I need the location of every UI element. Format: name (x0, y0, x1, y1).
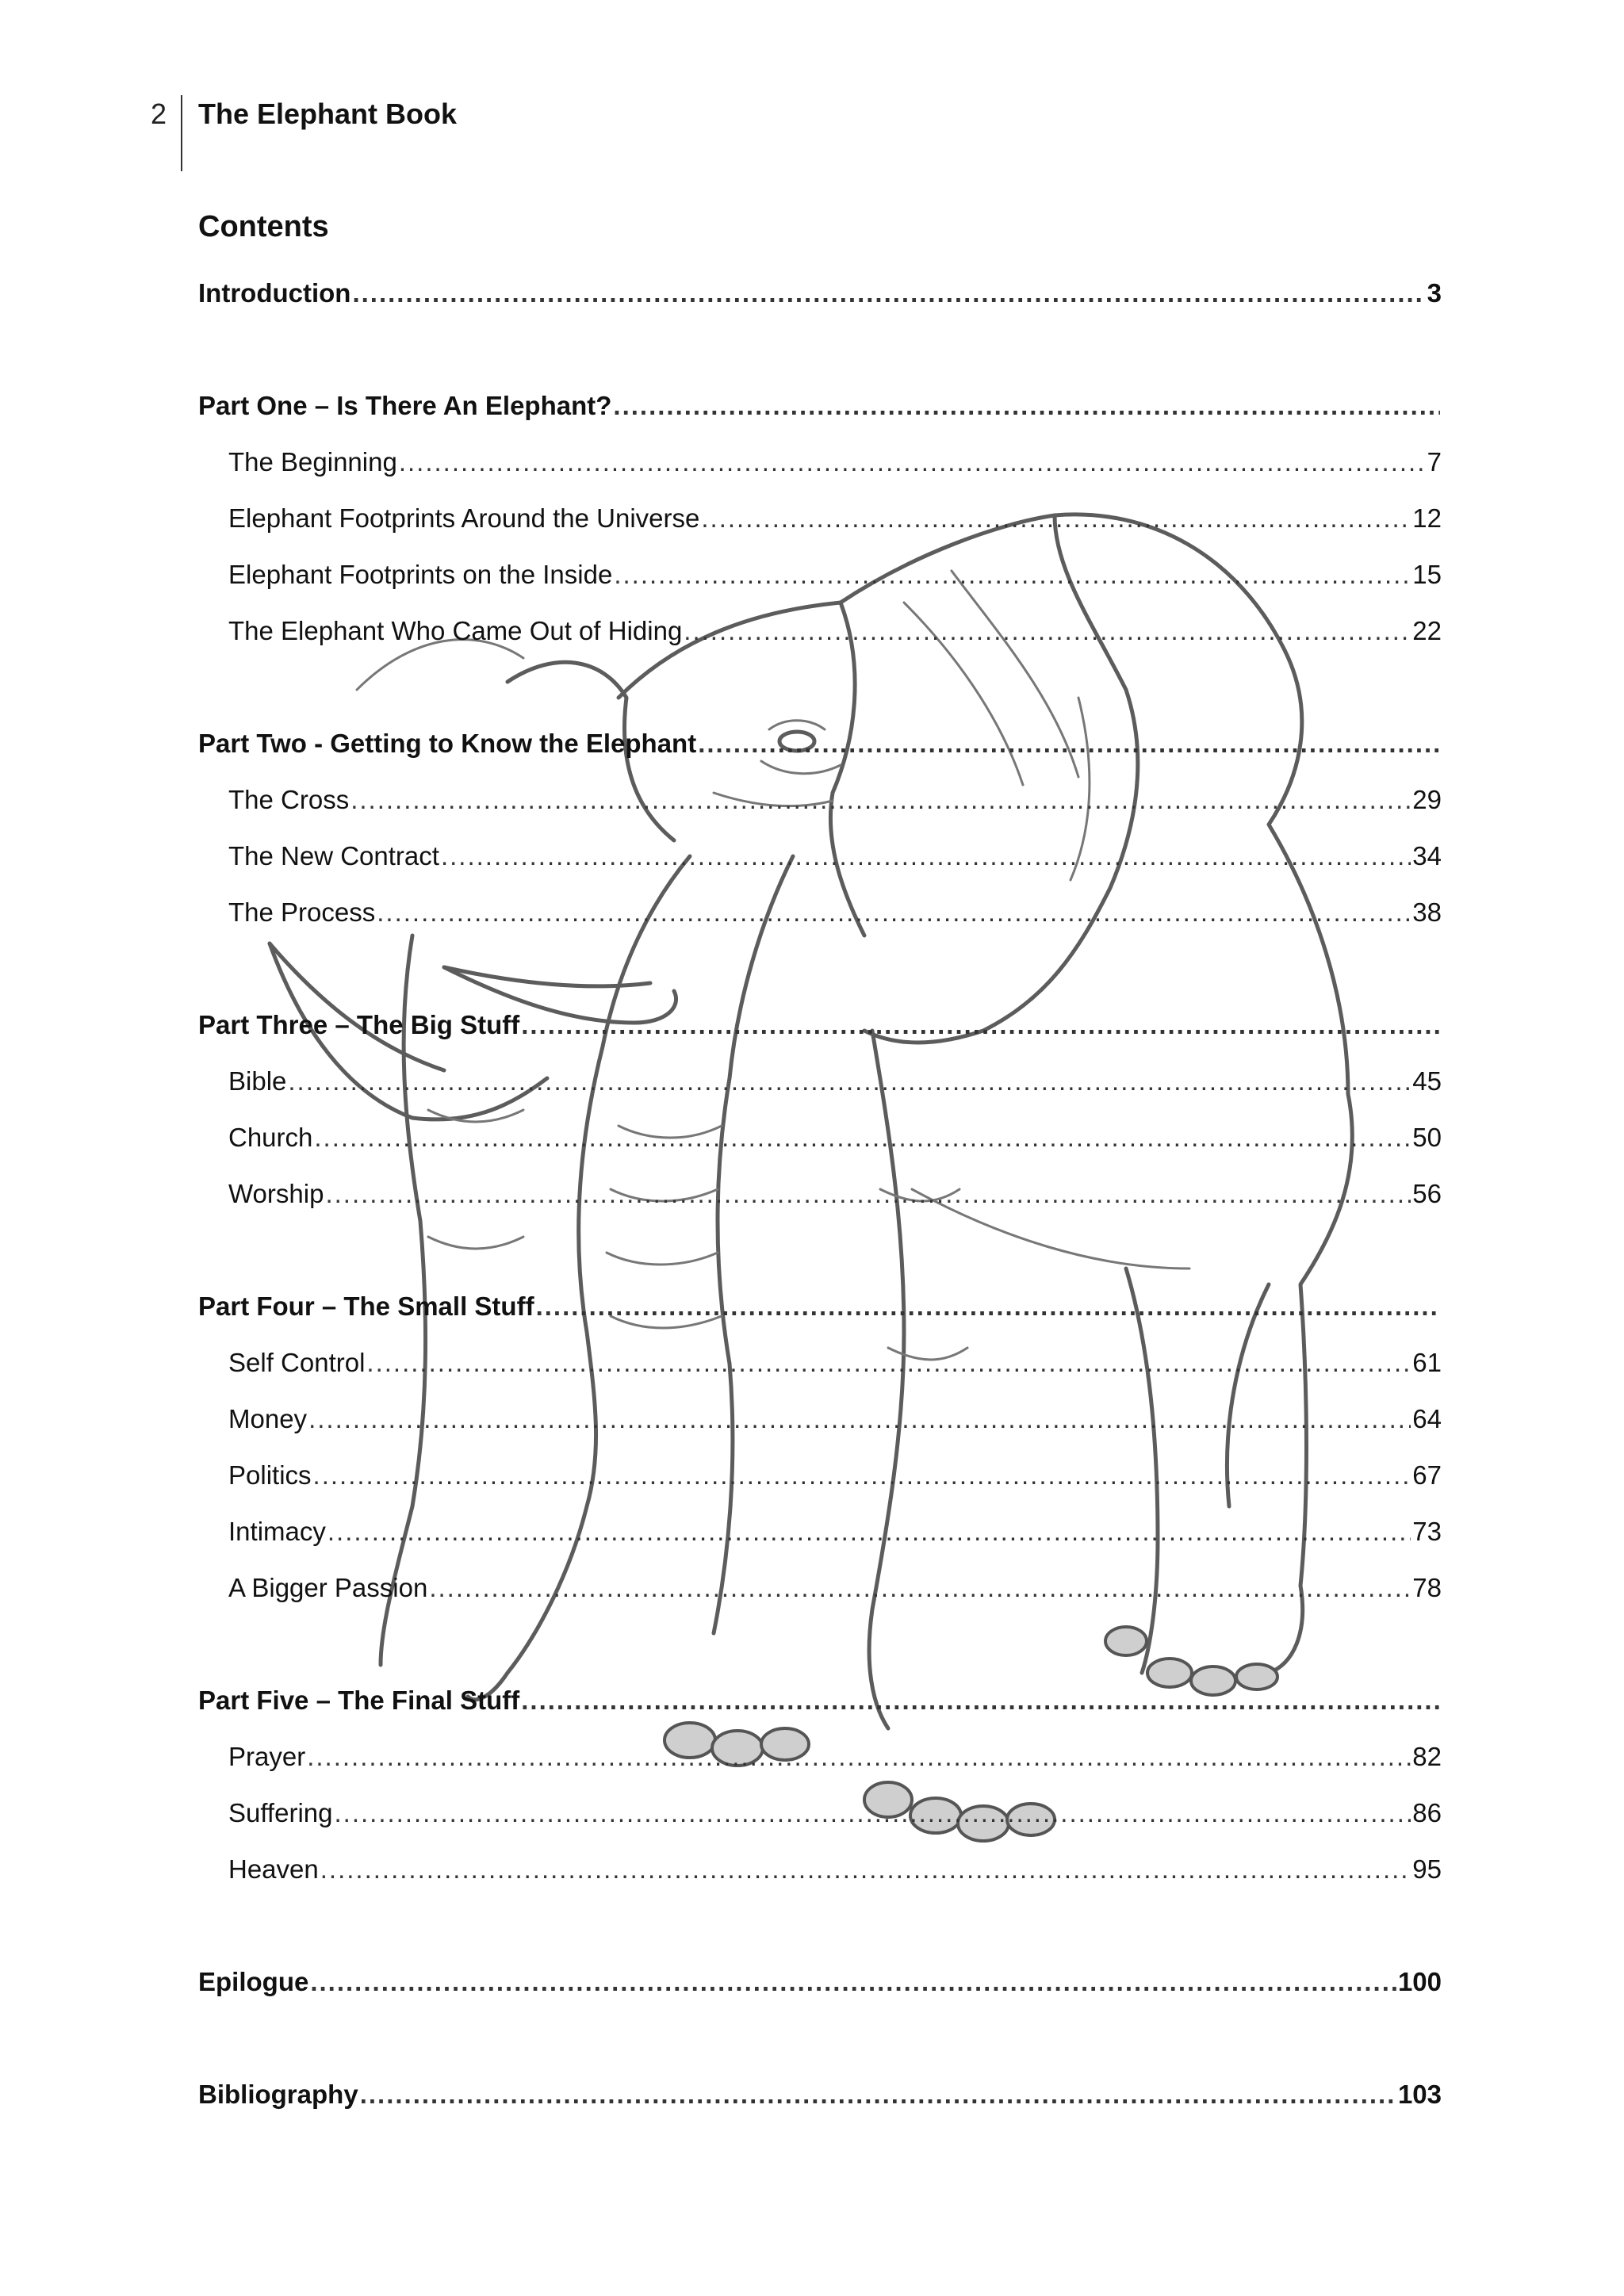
dot-leader (521, 1008, 1440, 1043)
header-divider (181, 95, 182, 171)
toc-entry-page: 12 (1412, 503, 1442, 533)
contents-heading: Contents (198, 210, 329, 243)
toc-entry-page: 7 (1427, 447, 1442, 476)
toc-entry-label: Epilogue (198, 1967, 309, 1996)
toc-entry-page: 78 (1412, 1573, 1442, 1602)
dot-leader (684, 614, 1411, 649)
toc-entry-page: 29 (1412, 785, 1442, 814)
toc-part-one[interactable] (198, 388, 1442, 445)
toc-entry-label: The Elephant Who Came Out of Hiding (228, 616, 683, 645)
dot-leader (613, 388, 1440, 423)
toc-entry[interactable] (198, 1402, 1442, 1458)
toc-entry[interactable] (198, 1458, 1442, 1514)
toc-entry[interactable] (198, 1739, 1442, 1796)
toc-entry-page: 45 (1412, 1066, 1442, 1096)
toc-entry-label: Elephant Footprints on the Inside (228, 560, 613, 589)
toc-entry-label: Part One – Is There An Elephant? (198, 391, 612, 420)
toc-entry-label: Intimacy (228, 1517, 326, 1546)
toc-entry[interactable] (198, 1064, 1442, 1120)
toc-entry-label: Church (228, 1123, 313, 1152)
toc-entry-page: 103 (1397, 2080, 1442, 2109)
toc-entry[interactable] (198, 783, 1442, 839)
toc-entry-label: Bibliography (198, 2080, 358, 2109)
dot-leader (288, 1064, 1411, 1099)
toc-entry-page: 73 (1412, 1517, 1442, 1546)
toc-entry-label: The New Contract (228, 841, 439, 871)
toc-entry-bibliography[interactable] (198, 2077, 1442, 2133)
toc-entry-label: Politics (228, 1460, 312, 1490)
toc-entry-label: Elephant Footprints Around the Universe (228, 503, 700, 533)
toc-entry-page: 61 (1412, 1348, 1442, 1377)
toc-entry-page: 50 (1412, 1123, 1442, 1152)
page-number: 2 (151, 98, 167, 130)
toc-entry-page: 95 (1412, 1854, 1442, 1884)
dot-leader (308, 1402, 1411, 1437)
toc-entry-label: The Beginning (228, 447, 397, 476)
dot-leader (536, 1289, 1440, 1324)
dot-leader (327, 1514, 1411, 1549)
dot-leader (698, 726, 1440, 761)
dot-leader (314, 1120, 1411, 1155)
toc-entry-label: Heaven (228, 1854, 319, 1884)
dot-leader (360, 2077, 1396, 2112)
toc-entry-label: Money (228, 1404, 308, 1433)
toc-part-three[interactable] (198, 1008, 1442, 1064)
toc-entry[interactable] (198, 1796, 1442, 1852)
toc-entry[interactable] (198, 839, 1442, 895)
toc-entry-page: 22 (1412, 616, 1442, 645)
dot-leader (614, 557, 1411, 592)
dot-leader (325, 1177, 1411, 1211)
toc-entry-page: 15 (1412, 560, 1442, 589)
toc-entry[interactable] (198, 1177, 1442, 1233)
dot-leader (429, 1571, 1411, 1605)
dot-leader (701, 501, 1411, 536)
dot-leader (334, 1796, 1411, 1831)
toc-entry-label: Self Control (228, 1348, 366, 1377)
toc-entry-page: 64 (1412, 1404, 1442, 1433)
page-header (0, 95, 1624, 174)
toc-entry-page: 82 (1412, 1742, 1442, 1771)
dot-leader (310, 1965, 1396, 1999)
toc-entry-label: Part Five – The Final Stuff (198, 1686, 520, 1715)
dot-leader (366, 1345, 1411, 1380)
dot-leader (352, 276, 1425, 311)
toc-entry-introduction[interactable] (198, 276, 1442, 332)
toc-entry-label: The Cross (228, 785, 350, 814)
dot-leader (377, 895, 1411, 930)
toc-entry[interactable] (198, 1120, 1442, 1177)
toc-entry[interactable] (198, 445, 1442, 501)
toc-entry-label: The Process (228, 897, 376, 927)
toc-entry[interactable] (198, 614, 1442, 670)
toc-entry-page: 38 (1412, 897, 1442, 927)
toc-entry-page: 100 (1397, 1967, 1442, 1996)
toc-part-five[interactable] (198, 1683, 1442, 1739)
toc-entry-label: Part Four – The Small Stuff (198, 1292, 534, 1321)
toc-entry[interactable] (198, 1345, 1442, 1402)
toc-entry[interactable] (198, 895, 1442, 951)
toc-entry-epilogue[interactable] (198, 1965, 1442, 2021)
toc-entry[interactable] (198, 1852, 1442, 1908)
toc-entry-page: 86 (1412, 1798, 1442, 1827)
toc-entry-label: Worship (228, 1179, 324, 1208)
toc-entry[interactable] (198, 501, 1442, 557)
running-title: The Elephant Book (198, 98, 458, 130)
toc-entry-page: 34 (1412, 841, 1442, 871)
toc-entry-label: A Bigger Passion (228, 1573, 428, 1602)
toc-entry-page: 56 (1412, 1179, 1442, 1208)
dot-leader (441, 839, 1411, 874)
dot-leader (399, 445, 1426, 480)
table-of-contents (198, 276, 1442, 2133)
dot-leader (313, 1458, 1411, 1493)
dot-leader (350, 783, 1411, 817)
toc-entry-label: Bible (228, 1066, 287, 1096)
toc-entry-label: Suffering (228, 1798, 333, 1827)
toc-entry-label: Introduction (198, 278, 351, 308)
toc-entry-page: 3 (1427, 278, 1442, 308)
toc-entry-label: Part Two - Getting to Know the Elephant (198, 729, 697, 758)
toc-part-four[interactable] (198, 1289, 1442, 1345)
toc-entry[interactable] (198, 557, 1442, 614)
toc-entry[interactable] (198, 1571, 1442, 1627)
dot-leader (307, 1739, 1411, 1774)
toc-entry[interactable] (198, 1514, 1442, 1571)
dot-leader (320, 1852, 1411, 1887)
toc-entry-label: Prayer (228, 1742, 306, 1771)
toc-entry-label: Part Three – The Big Stuff (198, 1010, 520, 1039)
toc-part-two[interactable] (198, 726, 1442, 783)
dot-leader (521, 1683, 1440, 1718)
toc-entry-page: 67 (1412, 1460, 1442, 1490)
